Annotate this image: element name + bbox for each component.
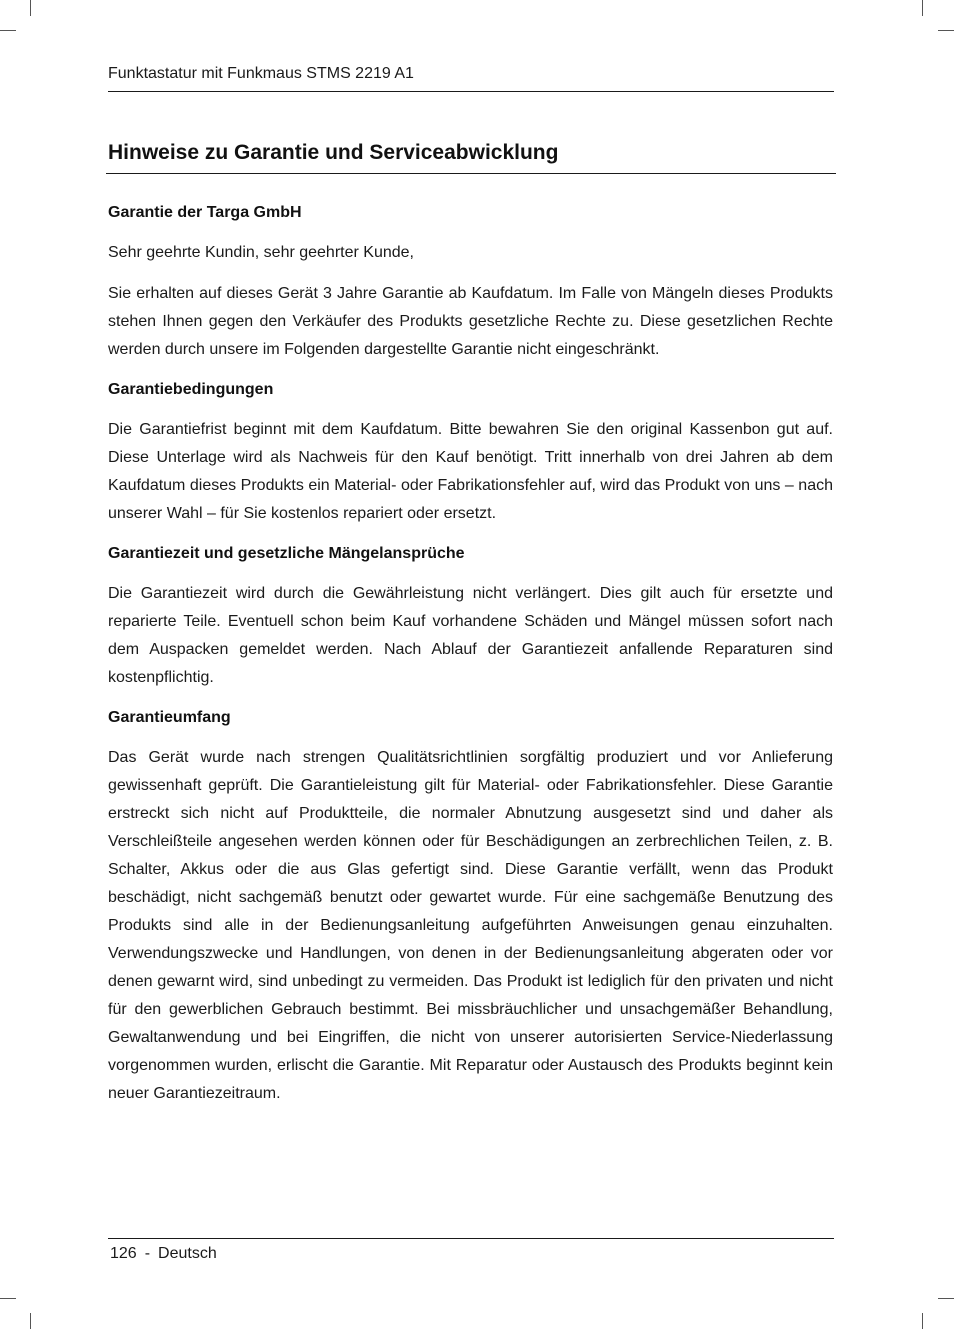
crop-mark xyxy=(0,1298,16,1299)
crop-mark xyxy=(922,1313,923,1329)
subheading-guarantee: Garantie der Targa GmbH xyxy=(108,204,302,221)
paragraph-intro: Sie erhalten auf dieses Gerät 3 Jahre Garantie ab Kaufdatum. Im Falle von Mängeln dieses Produkts stehen Ihnen gegen den Verkäufer des Produkts gesetzliche Rechte zu. Diese gesetzlichen Rechte werden durch unsere im Folgenden dargestellte Garantie nicht eingeschränkt. xyxy=(108,285,833,358)
footer-language: Deutsch xyxy=(158,1245,217,1262)
crop-mark xyxy=(30,0,31,16)
header-rule xyxy=(108,91,834,92)
paragraph-greeting: Sehr geehrte Kundin, sehr geehrter Kunde, xyxy=(108,244,414,261)
page-content xyxy=(108,200,833,1121)
crop-mark xyxy=(922,0,923,16)
subheading-period: Garantiezeit und gesetzliche Mängelansprüche xyxy=(108,545,465,562)
paragraph-conditions: Die Garantiefrist beginnt mit dem Kaufdatum. Bitte bewahren Sie den original Kassenbon gut auf. Diese Unterlage wird als Nachweis für den Kauf benötigt. Tritt innerhalb von drei Jahren ab dem Kaufdatum dieses Produkts ein Material- oder Fabrikationsfehler auf, wird das Produkt von uns – nach unserer Wahl – für Sie kostenlos repariert oder ersetzt. xyxy=(108,421,833,522)
subheading-conditions: Garantiebedingungen xyxy=(108,381,274,398)
paragraph-scope: Das Gerät wurde nach strengen Qualitätsrichtlinien sorgfältig produziert und vor Anlieferung gewissenhaft geprüft. Die Garantieleistung gilt für Material- oder Fabrikationsfehler. Diese Garantie erstreckt sich nicht auf Produktteile, die normaler Abnutzung ausgesetzt sind und daher als Verschleißteile angesehen werden können oder für Beschädigungen an zerbrechlichen Teilen, z. B. Schalter, Akkus oder die aus Glas gefertigt sind. Diese Garantie verfällt, wenn das Produkt beschädigt, nicht sachgemäß benutzt oder gewartet wurde. Für eine sachgemäße Benutzung des Produkts sind alle in der Bedienungsanleitung aufgeführten Anweisungen genau einzuhalten. Verwendungszwecke und Handlungen, von denen in der Bedienungsanleitung abgeraten oder vor denen gewarnt wird, sind unbedingt zu vermeiden. Das Produkt ist lediglich für den privaten und nicht für den gewerblichen Gebrauch bestimmt. Bei missbräuchlicher und unsachgemäßer Behandlung, Gewaltanwendung und bei Eingriffen, die nicht von unserer autorisierten Service-Niederlassung vorgenommen wurden, erlischt die Garantie. Mit Reparatur oder Austausch des Produkts beginnt kein neuer Garantiezeitraum. xyxy=(108,749,833,1102)
title-rule xyxy=(106,173,836,174)
footer-rule xyxy=(108,1238,834,1239)
crop-mark xyxy=(0,30,16,31)
page-number: 126 xyxy=(110,1245,137,1262)
crop-mark xyxy=(938,30,954,31)
running-header: Funktastatur mit Funkmaus STMS 2219 A1 xyxy=(108,65,414,82)
footer-separator: - xyxy=(144,1245,151,1262)
subheading-scope: Garantieumfang xyxy=(108,709,231,726)
paragraph-period: Die Garantiezeit wird durch die Gewährleistung nicht verlängert. Dies gilt auch für ersetzte und reparierte Teile. Eventuell schon beim Kauf vorhandene Schäden und Mängel müssen sofort nach dem Auspacken gemeldet werden. Nach Ablauf der Garantiezeit anfallende Reparaturen sind kostenpflichtig. xyxy=(108,585,833,686)
section-title: Hinweise zu Garantie und Serviceabwicklung xyxy=(108,141,559,164)
page-footer xyxy=(110,1243,217,1265)
crop-mark xyxy=(30,1313,31,1329)
crop-mark xyxy=(938,1298,954,1299)
